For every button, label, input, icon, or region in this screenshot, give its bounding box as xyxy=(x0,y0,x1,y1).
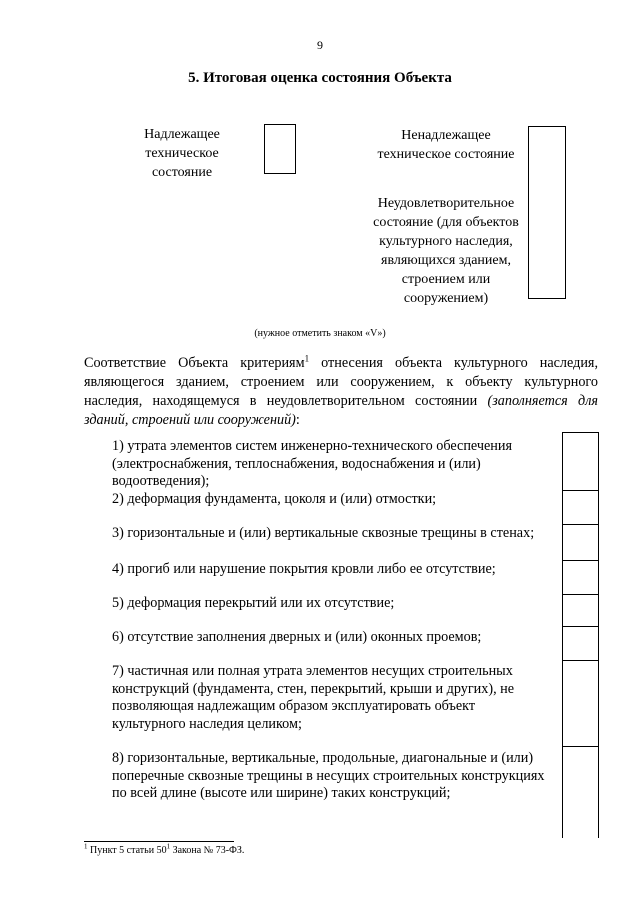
criterion-8: 8) горизонтальные, вертикальные, продольные, диагональные и (или) поперечные сквозные трещины в несущих строительных конструкциях по всей длине (высоте или ширине) таких конструкций; xyxy=(112,750,545,801)
option-unsatisfactory-label: Неудовлетворительное состояние (для объектов культурного наследия, являющихся зданием, строением или сооружением) xyxy=(373,196,519,306)
criteria-checkbox-column xyxy=(562,432,599,838)
footnote-text-a: Пункт 5 статьи 50 xyxy=(87,845,167,856)
option-proper-label: Надлежащее техническое состояние xyxy=(144,127,220,180)
intro-end: : xyxy=(295,412,300,428)
criterion-3-checkbox[interactable] xyxy=(563,524,598,525)
footnote xyxy=(84,842,245,856)
footnote-divider xyxy=(84,841,234,842)
criterion-6: 6) отсутствие заполнения дверных и (или) оконных проемов; xyxy=(112,629,482,645)
option-improper-label: Ненадлежащее техническое состояние xyxy=(377,128,515,162)
section-title: 5. Итоговая оценка состояния Объекта xyxy=(188,70,452,86)
criterion-2: 2) деформация фундамента, цоколя и (или) отмостки; xyxy=(112,491,437,507)
criterion-5-checkbox[interactable] xyxy=(563,594,598,595)
criterion-6-checkbox[interactable] xyxy=(563,626,598,627)
intro-text-a: Соответствие Объекта критериям xyxy=(84,355,305,371)
page-number: 9 xyxy=(317,38,323,52)
footnote-article-sup: 1 xyxy=(166,842,171,851)
criterion-3: 3) горизонтальные и (или) вертикальные сквозные трещины в стенах; xyxy=(112,525,535,541)
intro-note: (заполняется для зданий, строений или сооружений) xyxy=(84,393,598,428)
option-unsatisfactory-checkbox[interactable] xyxy=(528,172,566,299)
option-improper-checkbox[interactable] xyxy=(528,126,566,174)
footnote-marker: 1 xyxy=(84,842,88,851)
criterion-8-checkbox[interactable] xyxy=(563,746,598,747)
mark-hint: (нужное отметить знаком «V») xyxy=(254,328,386,339)
option-proper-checkbox[interactable] xyxy=(264,124,296,174)
criterion-7: 7) частичная или полная утрата элементов несущих строительных конструкций (фундамента, стен, перекрытий, крыши и других), не позволяющая надлежащим образом эксплуатировать объект культурного наследия целиком; xyxy=(112,663,515,732)
intro-text-b: отнесения объекта культурного наследия, являющегося зданием, строением или сооружением, к объекту культурного наследия, находящемуся в неудовлетворительном состоянии xyxy=(84,355,598,409)
criterion-7-checkbox[interactable] xyxy=(563,660,598,661)
criterion-4: 4) прогиб или нарушение покрытия кровли либо ее отсутствие; xyxy=(112,561,496,577)
criterion-1-checkbox[interactable] xyxy=(563,432,598,433)
footnote-ref: 1 xyxy=(304,353,310,364)
criterion-4-checkbox[interactable] xyxy=(563,560,598,561)
criteria-intro xyxy=(84,354,598,430)
criterion-1: 1) утрата элементов систем инженерно-технического обеспечения (электроснабжения, теплоснабжения, водоснабжения и (или) водоотведения); xyxy=(112,438,512,489)
footnote-text-b: Закона № 73-ФЗ. xyxy=(170,845,245,856)
criterion-2-checkbox[interactable] xyxy=(563,490,598,491)
criterion-5: 5) деформация перекрытий или их отсутствие; xyxy=(112,595,395,611)
